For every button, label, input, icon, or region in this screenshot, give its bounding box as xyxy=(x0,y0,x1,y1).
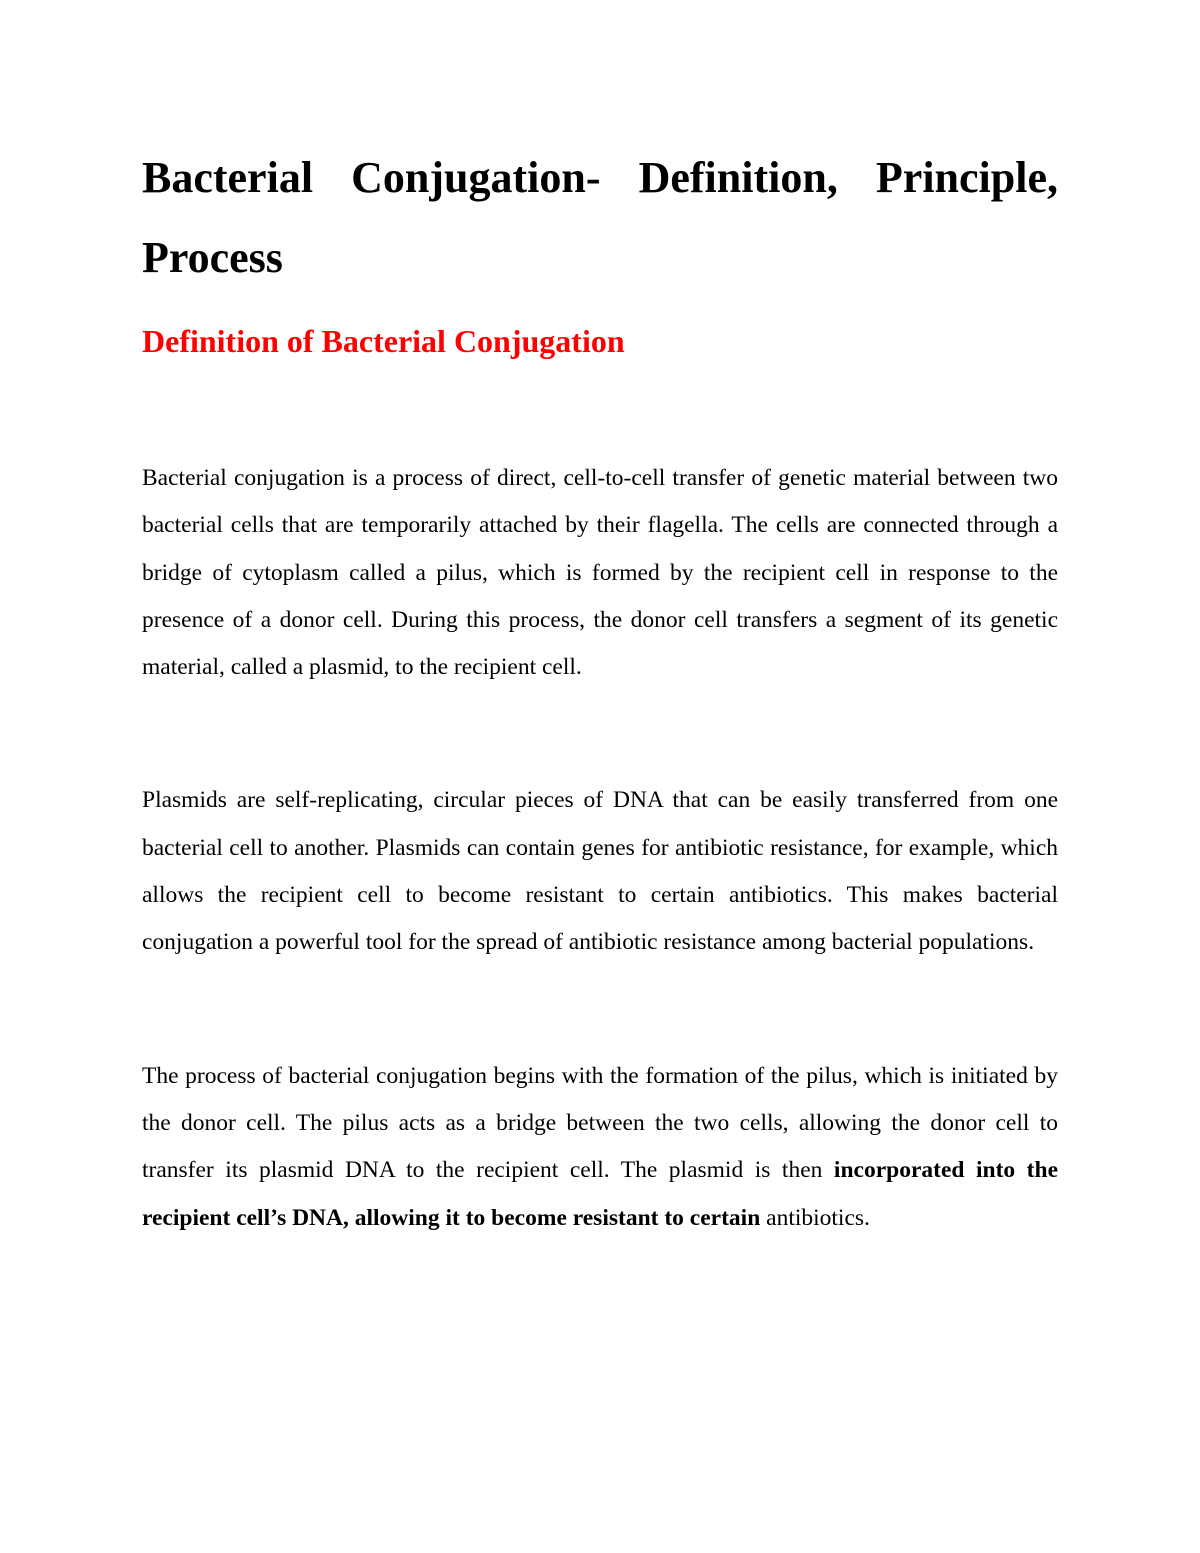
section-heading-definition: Definition of Bacterial Conjugation xyxy=(142,323,625,359)
paragraph-plasmids: Plasmids are self-replicating, circular pieces of DNA that can be easily transferred from one bacterial cell to another. Plasmids can contain genes for antibiotic resistance, for example, which allows the recipient cell to become resistant to certain antibiotics. This makes bacterial conjugation a powerful tool for the spread of antibiotic resistance among bacterial populations. xyxy=(142,787,1058,956)
document-content xyxy=(142,138,1058,1242)
paragraph-process-tail: antibiotics. xyxy=(766,1204,870,1231)
paragraph-process-bold-text: incorporated into the recipient cell’s DNA, allowing it to become resistant to certain xyxy=(142,1157,1059,1231)
paragraph-process-text: The process of bacterial conjugation begins with the formation of the pilus, which is initiated by the donor cell. The pilus acts as a bridge between the two cells, allowing the donor cell to transfer its plasmid DNA to the recipient cell. The plasmid is then xyxy=(142,1062,1058,1184)
paragraph-definition: Bacterial conjugation is a process of direct, cell-to-cell transfer of genetic material between two bacterial cells that are temporarily attached by their flagella. The cells are connected through a bridge of cytoplasm called a pilus, which is formed by the recipient cell in response to the presence of a donor cell. During this process, the donor cell transfers a segment of its genetic material, called a plasmid, to the recipient cell. xyxy=(142,465,1058,681)
paragraph-process xyxy=(142,1053,1058,1242)
document-title: Bacterial Conjugation- Definition, Principle, Process xyxy=(142,153,1058,282)
